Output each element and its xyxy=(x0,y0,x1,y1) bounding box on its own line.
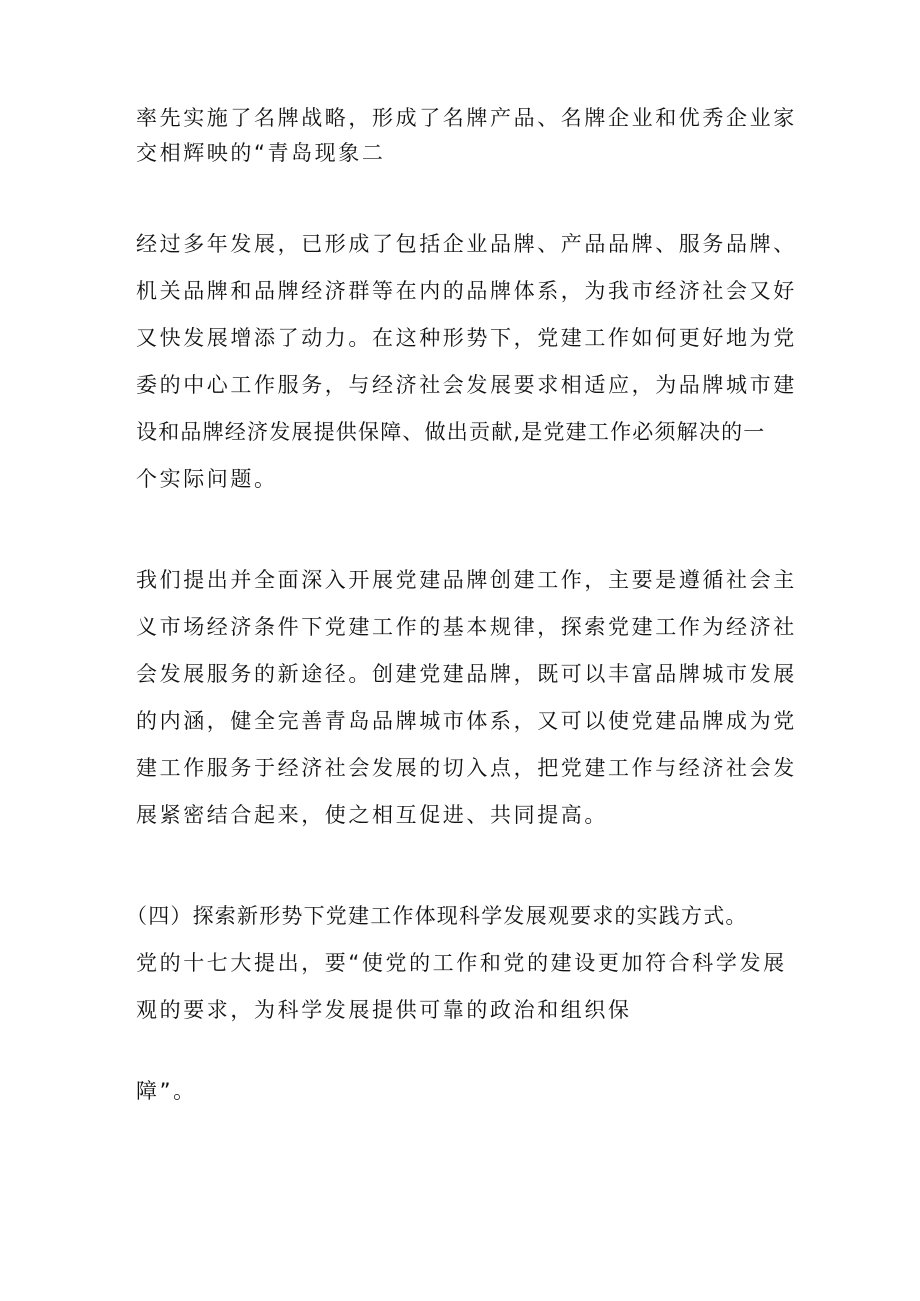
text-line: 设和品牌经济发展提供保障、做出贡献,是党建工作必须解决的一 xyxy=(136,420,766,444)
text-line: 党的十七大提出，要“使党的工作和党的建设更加符合科学发展 xyxy=(136,951,787,975)
text-line: 个实际问题。 xyxy=(136,467,278,491)
text-line: 观的要求，为科学发展提供可靠的政治和组织保 xyxy=(136,998,632,1022)
text-line: 机关品牌和品牌经济群等在内的品牌体系，为我市经济社会又好 xyxy=(136,279,797,303)
text-line: 率先实施了名牌战略，形成了名牌产品、名牌企业和优秀企业家 xyxy=(136,106,797,130)
text-line: 障”。 xyxy=(136,1079,197,1103)
text-line: 又快发展增添了动力。在这种形势下，党建工作如何更好地为党 xyxy=(136,326,797,350)
text-line: 建工作服务于经济社会发展的切入点，把党建工作与经济社会发 xyxy=(136,756,797,780)
text-line: 的内涵，健全完善青岛品牌城市体系，又可以使党建品牌成为党 xyxy=(136,709,797,733)
section-heading: （四）探索新形势下党建工作体现科学发展观要求的实践方式。 xyxy=(126,904,748,928)
text-line: 展紧密结合起来，使之相互促进、共同提高。 xyxy=(136,803,608,827)
text-line: 经过多年发展，已形成了包括企业品牌、产品品牌、服务品牌、 xyxy=(136,232,797,256)
text-line: 我们提出并全面深入开展党建品牌创建工作，主要是遵循社会主 xyxy=(136,568,797,592)
text-line: 义市场经济条件下党建工作的基本规律，探索党建工作为经济社 xyxy=(136,615,797,639)
text-line: 交相辉映的“青岛现象二 xyxy=(136,141,386,165)
text-line: 会发展服务的新途径。创建党建品牌，既可以丰富品牌城市发展 xyxy=(136,662,797,686)
text-line: 委的中心工作服务，与经济社会发展要求相适应，为品牌城市建 xyxy=(136,373,797,397)
